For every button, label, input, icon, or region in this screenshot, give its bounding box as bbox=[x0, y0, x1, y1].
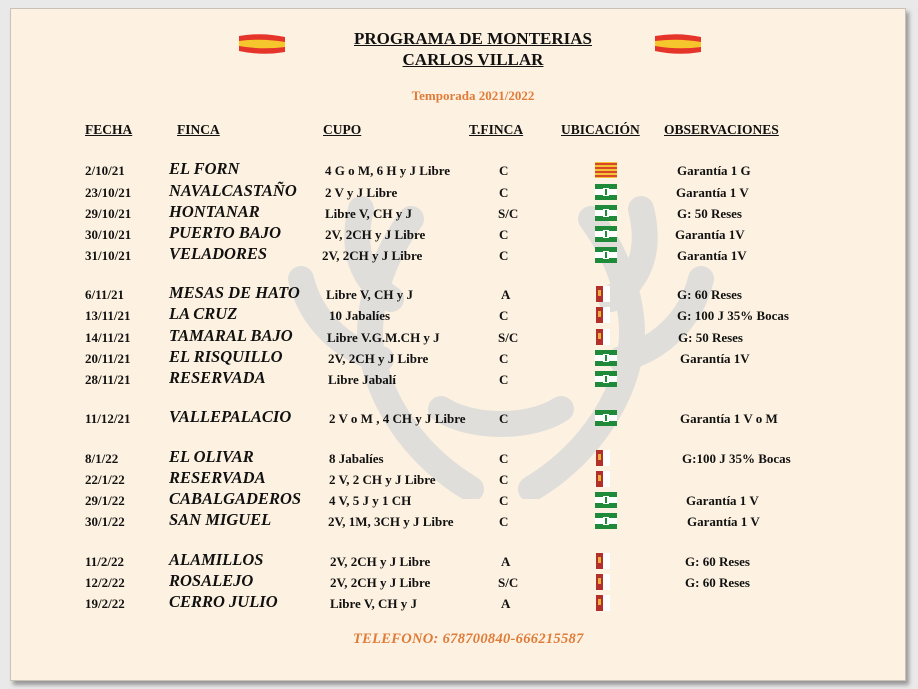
row-observaciones: Garantía 1V bbox=[675, 227, 745, 242]
row-tfinca: C bbox=[499, 472, 509, 487]
row-observaciones: Garantía 1V bbox=[677, 248, 747, 263]
row-finca: RESERVADA bbox=[169, 368, 266, 387]
row-tfinca: A bbox=[501, 596, 511, 611]
row-fecha: 29/10/21 bbox=[85, 206, 132, 221]
row-observaciones: Garantía 1V bbox=[680, 351, 750, 366]
row-observaciones: G: 50 Reses bbox=[678, 330, 743, 345]
row-finca: PUERTO BAJO bbox=[169, 223, 282, 242]
castilla-la-mancha-flag-icon bbox=[596, 595, 610, 611]
row-finca: CERRO JULIO bbox=[169, 592, 278, 611]
row-cupo: 2V, 1M, 3CH y J Libre bbox=[328, 514, 454, 529]
row-finca: NAVALCASTAÑO bbox=[169, 181, 297, 200]
row-tfinca: A bbox=[501, 287, 511, 302]
row-cupo: Libre Jabalí bbox=[328, 372, 397, 387]
column-header-fecha: FECHA bbox=[85, 122, 133, 137]
row-observaciones: Garantía 1 V o M bbox=[680, 411, 778, 426]
row-cupo: Libre V, CH y J bbox=[326, 287, 414, 302]
row-finca: LA CRUZ bbox=[169, 304, 238, 323]
column-header-ubicacion: UBICACIÓN bbox=[561, 122, 640, 137]
row-cupo: 2 V o M , 4 CH y J Libre bbox=[329, 411, 466, 426]
row-observaciones: G:100 J 35% Bocas bbox=[682, 451, 791, 466]
castilla-la-mancha-flag-icon bbox=[596, 450, 610, 466]
row-cupo: 2 V y J Libre bbox=[325, 185, 398, 200]
row-fecha: 31/10/21 bbox=[85, 248, 132, 263]
row-fecha: 14/11/21 bbox=[85, 330, 131, 345]
aragon-flag-icon bbox=[595, 162, 617, 178]
row-fecha: 19/2/22 bbox=[85, 596, 125, 611]
telefono-footer: TELEFONO: 678700840-666215587 bbox=[353, 631, 584, 647]
row-fecha: 20/11/21 bbox=[85, 351, 131, 366]
andalucia-flag-icon bbox=[595, 492, 617, 508]
row-tfinca: C bbox=[499, 351, 509, 366]
row-fecha: 11/12/21 bbox=[85, 411, 131, 426]
row-finca: EL RISQUILLO bbox=[169, 347, 283, 366]
row-cupo: 2V, 2CH y J Libre bbox=[330, 554, 431, 569]
row-cupo: 10 Jabalíes bbox=[329, 308, 391, 323]
row-tfinca: C bbox=[499, 372, 509, 387]
row-finca: VELADORES bbox=[169, 244, 268, 263]
castilla-la-mancha-flag-icon bbox=[596, 307, 610, 323]
row-tfinca: S/C bbox=[498, 575, 519, 590]
andalucia-flag-icon bbox=[595, 247, 617, 263]
row-fecha: 13/11/21 bbox=[85, 308, 131, 323]
andalucia-flag-icon bbox=[595, 410, 617, 426]
row-fecha: 28/11/21 bbox=[85, 372, 131, 387]
row-cupo: 2 V, 2 CH y J Libre bbox=[329, 472, 436, 487]
castilla-la-mancha-flag-icon bbox=[596, 553, 610, 569]
row-observaciones: Garantía 1 V bbox=[687, 514, 760, 529]
row-finca: ALAMILLOS bbox=[169, 550, 264, 569]
column-header-finca: FINCA bbox=[177, 122, 220, 137]
row-tfinca: C bbox=[499, 248, 509, 263]
row-fecha: 8/1/22 bbox=[85, 451, 119, 466]
andalucia-flag-icon bbox=[595, 371, 617, 387]
row-finca: TAMARAL BAJO bbox=[169, 326, 293, 345]
row-observaciones: Garantía 1 G bbox=[677, 163, 751, 178]
castilla-la-mancha-flag-icon bbox=[596, 574, 610, 590]
row-cupo: 2V, 2CH y J Libre bbox=[328, 351, 429, 366]
row-finca: ROSALEJO bbox=[169, 571, 254, 590]
castilla-la-mancha-flag-icon bbox=[596, 286, 610, 302]
row-finca: MESAS DE HATO bbox=[169, 283, 300, 302]
document-page bbox=[10, 8, 906, 681]
row-fecha: 11/2/22 bbox=[85, 554, 125, 569]
row-fecha: 30/10/21 bbox=[85, 227, 132, 242]
row-cupo: 4 V, 5 J y 1 CH bbox=[329, 493, 412, 508]
row-tfinca: C bbox=[499, 163, 509, 178]
row-tfinca: C bbox=[499, 308, 509, 323]
andalucia-flag-icon bbox=[595, 184, 617, 200]
row-fecha: 23/10/21 bbox=[85, 185, 132, 200]
column-header-cupo: CUPO bbox=[323, 122, 362, 137]
row-finca: CABALGADEROS bbox=[169, 489, 302, 508]
row-tfinca: C bbox=[499, 514, 509, 529]
row-tfinca: C bbox=[499, 185, 509, 200]
row-tfinca: A bbox=[501, 554, 511, 569]
row-finca: VALLEPALACIO bbox=[169, 407, 292, 426]
spain-flag-icon bbox=[653, 33, 703, 55]
row-fecha: 6/11/21 bbox=[85, 287, 125, 302]
row-fecha: 2/10/21 bbox=[85, 163, 125, 178]
andalucia-flag-icon bbox=[595, 226, 617, 242]
spain-flag-icon bbox=[237, 33, 287, 55]
row-fecha: 29/1/22 bbox=[85, 493, 125, 508]
row-fecha: 22/1/22 bbox=[85, 472, 125, 487]
row-cupo: 4 G o M, 6 H y J Libre bbox=[325, 163, 451, 178]
row-observaciones: G: 60 Reses bbox=[677, 287, 742, 302]
row-cupo: Libre V, CH y J bbox=[330, 596, 418, 611]
row-cupo: 2V, 2CH y J Libre bbox=[325, 227, 426, 242]
row-finca: RESERVADA bbox=[169, 468, 266, 487]
row-observaciones: G: 60 Reses bbox=[685, 575, 750, 590]
column-header-tfinca: T.FINCA bbox=[469, 122, 524, 137]
row-tfinca: C bbox=[499, 227, 509, 242]
row-observaciones: G: 60 Reses bbox=[685, 554, 750, 569]
row-tfinca: C bbox=[499, 451, 509, 466]
row-observaciones: Garantía 1 V bbox=[676, 185, 749, 200]
row-tfinca: S/C bbox=[498, 206, 519, 221]
row-cupo: 2V, 2CH y J Libre bbox=[322, 248, 423, 263]
castilla-la-mancha-flag-icon bbox=[596, 471, 610, 487]
row-cupo: 8 Jabalíes bbox=[329, 451, 384, 466]
page-subtitle: CARLOS VILLAR bbox=[402, 50, 544, 69]
row-finca: EL FORN bbox=[169, 159, 240, 178]
andalucia-flag-icon bbox=[595, 350, 617, 366]
andalucia-flag-icon bbox=[595, 513, 617, 529]
row-cupo: Libre V.G.M.CH y J bbox=[327, 330, 440, 345]
column-header-observaciones: OBSERVACIONES bbox=[664, 122, 779, 137]
row-observaciones: G: 50 Reses bbox=[677, 206, 742, 221]
season-label: Temporada 2021/2022 bbox=[411, 88, 535, 103]
row-tfinca: S/C bbox=[498, 330, 519, 345]
row-finca: HONTANAR bbox=[169, 202, 260, 221]
row-fecha: 12/2/22 bbox=[85, 575, 125, 590]
andalucia-flag-icon bbox=[595, 205, 617, 221]
row-fecha: 30/1/22 bbox=[85, 514, 125, 529]
castilla-la-mancha-flag-icon bbox=[596, 329, 610, 345]
row-cupo: 2V, 2CH y J Libre bbox=[330, 575, 431, 590]
row-tfinca: C bbox=[499, 493, 509, 508]
row-tfinca: C bbox=[499, 411, 509, 426]
row-observaciones: G: 100 J 35% Bocas bbox=[677, 308, 789, 323]
row-cupo: Libre V, CH y J bbox=[325, 206, 413, 221]
row-finca: EL OLIVAR bbox=[169, 447, 254, 466]
page-title: PROGRAMA DE MONTERIAS bbox=[353, 29, 592, 48]
row-finca: SAN MIGUEL bbox=[169, 510, 272, 529]
row-observaciones: Garantía 1 V bbox=[686, 493, 759, 508]
